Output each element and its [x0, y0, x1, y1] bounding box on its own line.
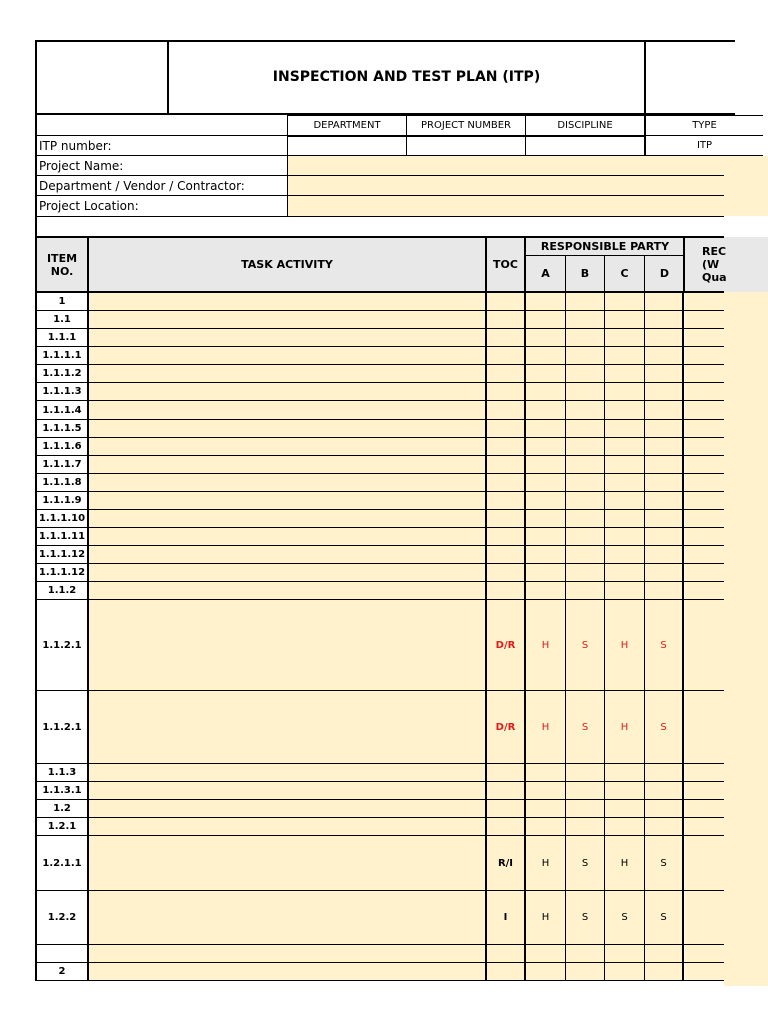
party-a-header: A [526, 256, 566, 291]
party-a-cell[interactable]: H [526, 691, 566, 764]
task-activity-cell[interactable] [89, 564, 487, 582]
party-c-cell[interactable] [605, 782, 645, 800]
party-b-cell[interactable]: S [566, 836, 605, 891]
party-d-cell[interactable] [645, 474, 684, 492]
records-cell[interactable] [685, 456, 724, 474]
party-c-cell[interactable] [605, 963, 645, 981]
task-activity-cell[interactable] [89, 510, 487, 528]
item-number-cell: 1.1.1.2 [37, 365, 89, 383]
records-cell[interactable] [685, 818, 724, 836]
party-d-cell[interactable] [645, 456, 684, 474]
party-d-cell[interactable]: S [645, 691, 684, 764]
item-number-cell: 1.1.1.4 [37, 401, 89, 420]
records-cell[interactable] [685, 510, 724, 528]
item-number-cell: 1.1.1.10 [37, 510, 89, 528]
party-d-cell[interactable]: S [645, 891, 684, 945]
party-d-cell[interactable] [645, 510, 684, 528]
item-number-cell: 1.1.1.5 [37, 420, 89, 438]
party-b-cell[interactable] [566, 293, 605, 311]
toc-cell[interactable] [487, 818, 526, 836]
party-c-cell[interactable] [605, 329, 645, 347]
party-c-cell[interactable] [605, 438, 645, 456]
party-d-cell[interactable] [645, 546, 684, 564]
party-d-header: D [645, 256, 684, 291]
records-cell[interactable] [685, 365, 724, 383]
records-cell[interactable] [685, 383, 724, 401]
records-cell[interactable] [685, 963, 724, 981]
party-d-cell[interactable] [645, 528, 684, 546]
records-cell[interactable] [685, 311, 724, 329]
right-strip-header [724, 237, 768, 292]
type-header: TYPE [645, 115, 763, 136]
task-activity-cell[interactable] [89, 945, 487, 963]
party-b-cell[interactable] [566, 420, 605, 438]
party-b-cell[interactable] [566, 347, 605, 365]
records-cell[interactable] [685, 800, 724, 818]
toc-cell[interactable] [487, 293, 526, 311]
task-activity-cell[interactable] [89, 963, 487, 981]
toc-cell[interactable] [487, 800, 526, 818]
records-cell[interactable] [685, 474, 724, 492]
party-c-cell[interactable] [605, 383, 645, 401]
party-a-cell[interactable] [526, 329, 566, 347]
task-activity-cell[interactable] [89, 492, 487, 510]
party-c-cell[interactable] [605, 764, 645, 782]
party-a-cell[interactable] [526, 945, 566, 963]
task-activity-cell[interactable] [89, 582, 487, 600]
item-number-cell: 1.1.1.6 [37, 438, 89, 456]
item-number-cell: 1.1.1.12 [37, 546, 89, 564]
party-c-cell[interactable] [605, 800, 645, 818]
discipline-header: DISCIPLINE [525, 115, 645, 136]
records-cell[interactable] [685, 546, 724, 564]
party-c-cell[interactable] [605, 474, 645, 492]
party-b-cell[interactable]: S [566, 691, 605, 764]
party-d-cell[interactable] [645, 401, 684, 420]
party-a-cell[interactable] [526, 401, 566, 420]
toc-cell[interactable] [487, 420, 526, 438]
party-b-cell[interactable] [566, 311, 605, 329]
project-number-header: PROJECT NUMBER [406, 115, 526, 136]
party-b-cell[interactable] [566, 329, 605, 347]
records-cell[interactable] [685, 347, 724, 365]
toc-cell[interactable] [487, 329, 526, 347]
party-c-cell[interactable] [605, 456, 645, 474]
location-field[interactable] [287, 196, 724, 217]
task-activity-cell[interactable] [89, 691, 487, 764]
task-activity-cell[interactable] [89, 311, 487, 329]
title-divider [644, 40, 646, 115]
task-activity-cell[interactable] [89, 782, 487, 800]
party-a-cell[interactable] [526, 528, 566, 546]
item-number-cell: 1.1.1.12 [37, 564, 89, 582]
party-c-cell[interactable]: H [605, 836, 645, 891]
party-c-cell[interactable] [605, 492, 645, 510]
records-cell[interactable] [685, 764, 724, 782]
party-d-cell[interactable] [645, 963, 684, 981]
toc-header: TOC [487, 238, 526, 291]
department-header: DEPARTMENT [287, 115, 407, 136]
records-header-line2: (W [702, 258, 720, 271]
party-c-cell[interactable] [605, 564, 645, 582]
records-cell[interactable] [685, 600, 724, 691]
item-number-cell: 1.1.1.7 [37, 456, 89, 474]
party-d-cell[interactable] [645, 329, 684, 347]
party-a-cell[interactable] [526, 347, 566, 365]
party-d-cell[interactable] [645, 311, 684, 329]
party-d-cell[interactable] [645, 782, 684, 800]
item-number-cell: 1.1.2.1 [37, 600, 89, 691]
party-a-cell[interactable] [526, 420, 566, 438]
toc-cell[interactable] [487, 528, 526, 546]
records-cell[interactable] [685, 782, 724, 800]
party-d-cell[interactable] [645, 800, 684, 818]
party-b-cell[interactable] [566, 365, 605, 383]
party-a-cell[interactable]: H [526, 891, 566, 945]
party-b-cell[interactable] [566, 764, 605, 782]
task-activity-cell[interactable] [89, 891, 487, 945]
task-activity-cell[interactable] [89, 818, 487, 836]
party-b-cell[interactable] [566, 963, 605, 981]
records-cell[interactable] [685, 564, 724, 582]
party-a-cell[interactable] [526, 456, 566, 474]
type-field[interactable]: ITP [645, 136, 763, 156]
item-number-cell: 1.1.1 [37, 329, 89, 347]
records-cell[interactable] [685, 836, 724, 891]
item-number-cell: 1.1.3 [37, 764, 89, 782]
item-number-cell: 1.2 [37, 800, 89, 818]
task-activity-cell[interactable] [89, 401, 487, 420]
party-d-cell[interactable] [645, 347, 684, 365]
records-header-line3: Qua [702, 271, 727, 284]
records-cell[interactable] [685, 582, 724, 600]
party-a-cell[interactable] [526, 818, 566, 836]
party-d-cell[interactable] [645, 945, 684, 963]
project-name-label: Project Name: [35, 156, 287, 176]
party-a-cell[interactable] [526, 582, 566, 600]
party-d-cell[interactable] [645, 818, 684, 836]
party-a-cell[interactable] [526, 383, 566, 401]
task-activity-cell[interactable] [89, 800, 487, 818]
toc-cell[interactable] [487, 582, 526, 600]
party-a-cell[interactable] [526, 764, 566, 782]
task-activity-cell[interactable] [89, 365, 487, 383]
party-c-cell[interactable] [605, 420, 645, 438]
vendor-field[interactable] [287, 176, 724, 196]
party-b-cell[interactable] [566, 818, 605, 836]
toc-cell[interactable]: I [487, 891, 526, 945]
party-c-header: C [605, 256, 645, 291]
task-activity-cell[interactable] [89, 347, 487, 365]
party-b-cell[interactable] [566, 800, 605, 818]
records-cell[interactable] [685, 420, 724, 438]
party-d-cell[interactable] [645, 293, 684, 311]
item-number-cell: 1.1.1.11 [37, 528, 89, 546]
party-d-cell[interactable]: S [645, 836, 684, 891]
item-number-cell: 1.1.2.1 [37, 691, 89, 764]
party-d-cell[interactable] [645, 564, 684, 582]
toc-cell[interactable] [487, 564, 526, 582]
party-c-cell[interactable] [605, 293, 645, 311]
party-b-cell[interactable] [566, 945, 605, 963]
task-activity-cell[interactable] [89, 836, 487, 891]
task-activity-cell[interactable] [89, 474, 487, 492]
party-c-cell[interactable] [605, 818, 645, 836]
item-number-cell: 1 [37, 293, 89, 311]
item-number-cell: 1.2.1.1 [37, 836, 89, 891]
item-number-cell [37, 945, 89, 963]
toc-cell[interactable] [487, 401, 526, 420]
records-cell[interactable] [685, 691, 724, 764]
task-activity-cell[interactable] [89, 764, 487, 782]
toc-cell[interactable] [487, 546, 526, 564]
task-activity-cell[interactable] [89, 329, 487, 347]
toc-cell[interactable] [487, 365, 526, 383]
records-cell[interactable] [685, 492, 724, 510]
toc-cell[interactable]: D/R [487, 691, 526, 764]
item-number-cell: 1.2.1 [37, 818, 89, 836]
task-activity-cell[interactable] [89, 456, 487, 474]
toc-cell[interactable] [487, 510, 526, 528]
right-strip-bottom [724, 292, 768, 986]
discipline-field[interactable] [525, 136, 645, 156]
party-a-cell[interactable] [526, 782, 566, 800]
item-number-cell: 1.1.3.1 [37, 782, 89, 800]
location-label: Project Location: [35, 196, 287, 217]
toc-cell[interactable] [487, 347, 526, 365]
toc-cell[interactable] [487, 438, 526, 456]
party-d-cell[interactable] [645, 420, 684, 438]
party-b-cell[interactable] [566, 401, 605, 420]
party-c-cell[interactable] [605, 347, 645, 365]
party-c-cell[interactable] [605, 945, 645, 963]
party-d-cell[interactable] [645, 438, 684, 456]
task-activity-cell[interactable] [89, 293, 487, 311]
party-b-cell[interactable] [566, 546, 605, 564]
party-c-cell[interactable] [605, 546, 645, 564]
party-a-cell[interactable] [526, 492, 566, 510]
party-d-cell[interactable] [645, 383, 684, 401]
task-activity-cell[interactable] [89, 420, 487, 438]
party-a-cell[interactable]: H [526, 600, 566, 691]
records-header-line1: REC [702, 245, 727, 258]
toc-cell[interactable] [487, 492, 526, 510]
page-title: INSPECTION AND TEST PLAN (ITP) [272, 68, 541, 85]
records-cell[interactable] [685, 891, 724, 945]
item-number-cell: 1.1.1.1 [37, 347, 89, 365]
item-number-cell: 1.1 [37, 311, 89, 329]
toc-cell[interactable] [487, 782, 526, 800]
party-d-cell[interactable]: S [645, 600, 684, 691]
item-no-header-line1: ITEM [46, 251, 78, 265]
task-activity-cell[interactable] [89, 528, 487, 546]
party-b-cell[interactable] [566, 492, 605, 510]
itp-number-label: ITP number: [35, 136, 287, 156]
task-activity-cell[interactable] [89, 438, 487, 456]
party-b-cell[interactable] [566, 474, 605, 492]
party-a-cell[interactable] [526, 311, 566, 329]
right-strip-top [724, 156, 768, 216]
party-a-cell[interactable] [526, 510, 566, 528]
party-b-cell[interactable] [566, 528, 605, 546]
item-number-cell: 1.1.1.8 [37, 474, 89, 492]
toc-cell[interactable] [487, 311, 526, 329]
party-d-cell[interactable] [645, 365, 684, 383]
item-number-cell: 2 [37, 963, 89, 981]
spacer-row [35, 217, 724, 237]
item-number-cell: 1.1.2 [37, 582, 89, 600]
party-b-cell[interactable] [566, 564, 605, 582]
party-b-cell[interactable]: S [566, 891, 605, 945]
party-a-cell[interactable] [526, 438, 566, 456]
party-a-cell[interactable] [526, 564, 566, 582]
party-c-cell[interactable] [605, 365, 645, 383]
party-b-cell[interactable] [566, 456, 605, 474]
item-number-cell: 1.2.2 [37, 891, 89, 945]
party-c-cell[interactable]: H [605, 691, 645, 764]
party-d-cell[interactable] [645, 492, 684, 510]
toc-cell[interactable] [487, 963, 526, 981]
toc-cell[interactable] [487, 456, 526, 474]
party-c-cell[interactable] [605, 311, 645, 329]
party-c-cell[interactable]: H [605, 600, 645, 691]
task-activity-header: TASK ACTIVITY [89, 238, 487, 291]
party-c-cell[interactable] [605, 582, 645, 600]
party-b-cell[interactable] [566, 782, 605, 800]
toc-cell[interactable]: R/I [487, 836, 526, 891]
toc-cell[interactable] [487, 945, 526, 963]
toc-cell[interactable] [487, 474, 526, 492]
party-a-cell[interactable]: H [526, 836, 566, 891]
party-a-cell[interactable] [526, 546, 566, 564]
party-b-cell[interactable]: S [566, 600, 605, 691]
party-c-cell[interactable]: S [605, 891, 645, 945]
party-d-cell[interactable] [645, 764, 684, 782]
records-cell[interactable] [685, 293, 724, 311]
party-b-cell[interactable] [566, 582, 605, 600]
party-a-cell[interactable] [526, 800, 566, 818]
party-b-cell[interactable] [566, 383, 605, 401]
logo-box [35, 40, 169, 115]
item-number-cell: 1.1.1.9 [37, 492, 89, 510]
party-c-cell[interactable] [605, 401, 645, 420]
project-number-field[interactable] [406, 136, 526, 156]
project-name-field[interactable] [287, 156, 724, 176]
party-d-cell[interactable] [645, 582, 684, 600]
toc-cell[interactable]: D/R [487, 600, 526, 691]
records-cell[interactable] [685, 401, 724, 420]
records-header [685, 238, 727, 291]
task-activity-cell[interactable] [89, 546, 487, 564]
party-b-cell[interactable] [566, 510, 605, 528]
vendor-label: Department / Vendor / Contractor: [35, 176, 287, 196]
party-c-cell[interactable] [605, 528, 645, 546]
records-cell[interactable] [685, 438, 724, 456]
party-c-cell[interactable] [605, 510, 645, 528]
item-no-header [37, 238, 89, 291]
party-a-cell[interactable] [526, 365, 566, 383]
toc-cell[interactable] [487, 383, 526, 401]
department-field[interactable] [287, 136, 407, 156]
party-a-cell[interactable] [526, 474, 566, 492]
party-b-header: B [566, 256, 605, 291]
responsible-party-header: RESPONSIBLE PARTY [526, 238, 684, 256]
records-cell[interactable] [685, 329, 724, 347]
task-activity-cell[interactable] [89, 383, 487, 401]
item-number-cell: 1.1.1.3 [37, 383, 89, 401]
task-activity-cell[interactable] [89, 600, 487, 691]
party-b-cell[interactable] [566, 438, 605, 456]
party-a-cell[interactable] [526, 963, 566, 981]
toc-cell[interactable] [487, 764, 526, 782]
item-no-header-line2: NO. [50, 264, 74, 278]
party-a-cell[interactable] [526, 293, 566, 311]
records-cell[interactable] [685, 528, 724, 546]
records-cell[interactable] [685, 945, 724, 963]
